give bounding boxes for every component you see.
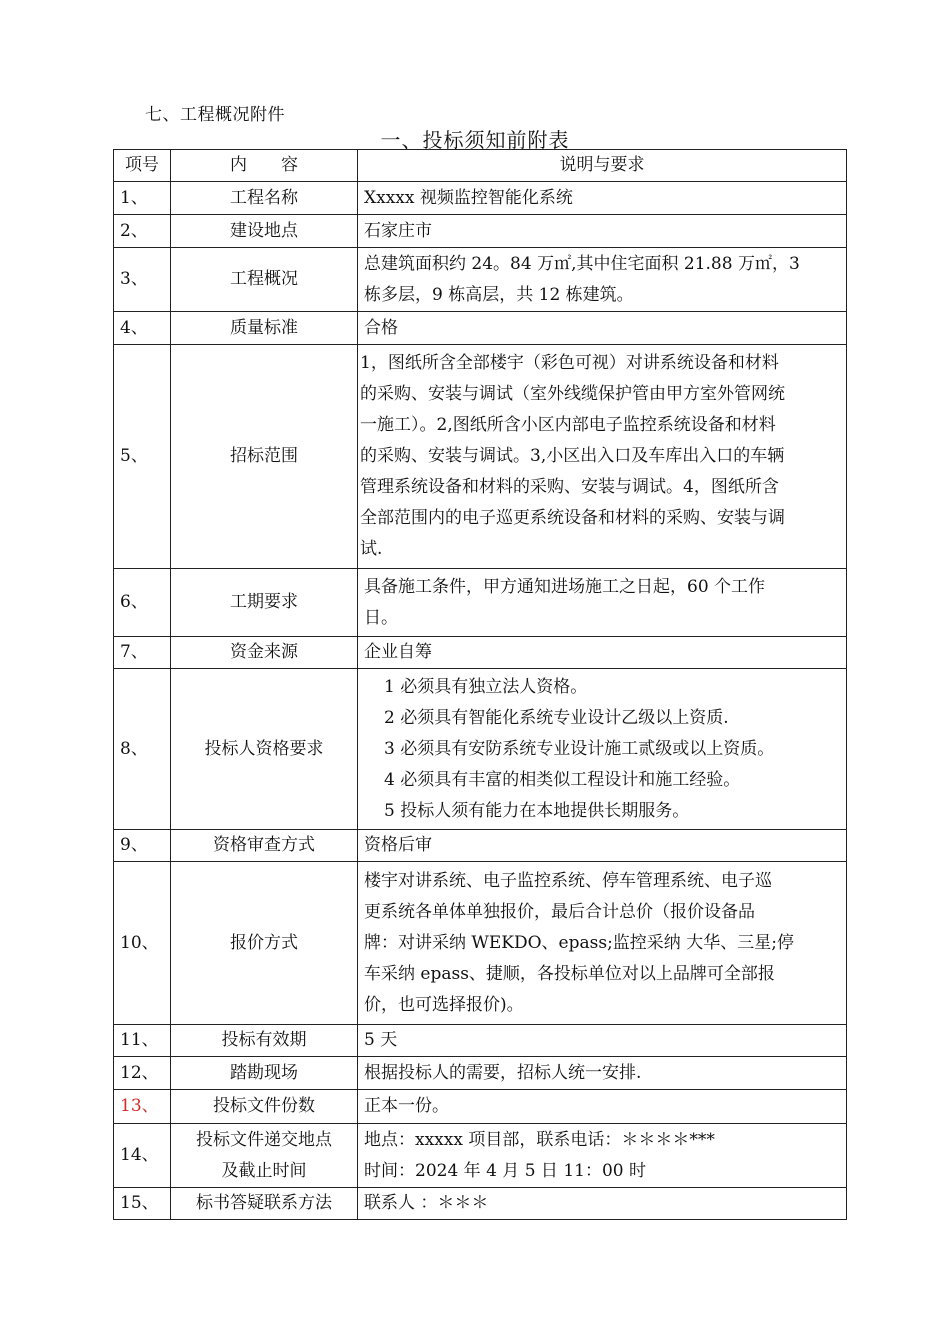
row-desc-line: 5 天 [364,1030,398,1050]
row-description [358,345,847,569]
row-item-line: 投标人资格要求 [204,738,324,759]
row-desc-line: 总建筑面积约 24。84 万㎡,其中住宅面积 21.88 万㎡，3 [364,253,800,274]
row-number: 13、 [114,1090,171,1124]
row-desc-line: 全部范围内的电子巡更系统设备和材料的采购、安装与调 [360,508,785,528]
row-number: 12、 [114,1057,171,1090]
row-item [171,312,358,345]
row-description [358,1057,847,1090]
row-desc-line: 日。 [364,607,398,628]
row-description [358,248,847,312]
table-row [114,1090,847,1124]
row-desc-line: 更系统各单体单独报价，最后合计总价（报价设备品 [364,901,755,922]
row-desc-line: Xxxxx 视频监控智能化系统 [364,187,573,208]
row-item [171,345,358,569]
row-desc-line: 的采购、安装与调试。3,小区出入口及车库出入口的车辆 [360,446,785,466]
row-item [171,830,358,862]
row-number: 14、 [114,1124,171,1188]
row-desc-line: 楼宇对讲系统、电子监控系统、停车管理系统、电子巡 [364,870,772,891]
row-description [358,312,847,345]
header-no: 项号 [114,150,171,182]
row-item [171,862,358,1025]
row-desc-line: 3 必须具有安防系统专业设计施工贰级或以上资质。 [384,738,775,759]
table-row [114,1057,847,1090]
row-desc-line: 根据投标人的需要，招标人统一安排. [364,1062,642,1083]
row-description [358,569,847,637]
row-item-line: 投标文件递交地点 [196,1129,332,1150]
table-row [114,862,847,1025]
row-desc-line: 地点：xxxxx 项目部，联系电话：＊＊＊＊*** [364,1129,715,1150]
row-desc-line: 2 必须具有智能化系统专业设计乙级以上资质. [384,707,729,728]
row-desc-line: 牌：对讲采纳 WEKDO、epass;监控采纳 大华、三星;停 [364,932,794,953]
table-header-row [114,150,847,182]
row-description [358,862,847,1025]
row-item [171,215,358,248]
row-item [171,637,358,669]
row-item-line: 及截止时间 [221,1160,307,1181]
row-desc-line: 企业自筹 [364,642,432,662]
row-item-line: 建设地点 [230,220,298,241]
row-desc-line: 正本一份。 [364,1096,449,1116]
table-row [114,669,847,830]
row-number: 9、 [114,830,171,862]
row-item-line: 报价方式 [230,932,298,953]
row-item-line: 招标范围 [230,446,298,466]
table-row [114,345,847,569]
row-item [171,1188,358,1220]
row-item [171,248,358,312]
row-desc-line: 1 必须具有独立法人资格。 [384,676,588,697]
table-row [114,215,847,248]
row-item-line: 投标文件份数 [213,1096,315,1116]
table-row [114,182,847,215]
row-item-line: 投标有效期 [221,1030,307,1050]
row-number: 11、 [114,1025,171,1057]
row-item [171,569,358,637]
row-item-line: 踏勘现场 [230,1062,298,1083]
row-item [171,669,358,830]
header-item: 内 容 [171,150,358,182]
table-row [114,1188,847,1220]
row-item-line: 质量标准 [230,317,298,338]
row-description [358,830,847,862]
table-row [114,248,847,312]
row-number: 4、 [114,312,171,345]
row-desc-line: 车采纳 epass、捷顺，各投标单位对以上品牌可全部报 [364,963,775,984]
bid-appendix-table [113,149,847,1220]
row-item-line: 工程名称 [230,187,298,208]
row-desc-line: 价，也可选择报价)。 [364,994,524,1015]
row-description [358,182,847,215]
row-description [358,1124,847,1188]
row-number: 15、 [114,1188,171,1220]
header-desc: 说明与要求 [358,150,847,182]
table-row [114,1025,847,1057]
row-item-line: 资金来源 [230,642,298,662]
row-description [358,1188,847,1220]
row-number: 3、 [114,248,171,312]
row-desc-line: 资格后审 [364,835,432,855]
row-item [171,1057,358,1090]
row-description [358,637,847,669]
row-number: 1、 [114,182,171,215]
row-item [171,182,358,215]
row-description [358,1090,847,1124]
table-title: 一、投标须知前附表 [380,128,570,152]
row-item-line: 工程概况 [230,269,298,289]
row-number: 6、 [114,569,171,637]
row-number: 5、 [114,345,171,569]
row-number: 7、 [114,637,171,669]
row-item [171,1025,358,1057]
row-desc-line: 1，图纸所含全部楼宇（彩色可视）对讲系统设备和材料 [360,353,779,373]
row-item-line: 资格审查方式 [213,835,315,855]
row-desc-line: 试. [360,539,383,559]
row-desc-line: 一施工）。2,图纸所含小区内部电子监控系统设备和材料 [360,415,776,435]
row-desc-line: 5 投标人须有能力在本地提供长期服务。 [384,800,690,821]
row-desc-line: 联系人 ：＊＊＊ [364,1193,489,1213]
row-number: 2、 [114,215,171,248]
row-item [171,1124,358,1188]
section-heading: 七、工程概况附件 [145,105,285,125]
row-item-line: 工期要求 [230,592,298,612]
row-item-line: 标书答疑联系方法 [196,1193,332,1213]
table-row [114,637,847,669]
table-row [114,830,847,862]
table-row [114,569,847,637]
row-desc-line: 时间：2024 年 4 月 5 日 11：00 时 [364,1160,646,1181]
row-number: 8、 [114,669,171,830]
row-item [171,1090,358,1124]
row-description [358,669,847,830]
row-description [358,1025,847,1057]
table-row [114,1124,847,1188]
row-desc-line: 管理系统设备和材料的采购、安装与调试。4，图纸所含 [360,477,779,497]
row-desc-line: 具备施工条件，甲方通知进场施工之日起，60 个工作 [364,576,766,597]
row-desc-line: 4 必须具有丰富的相类似工程设计和施工经验。 [384,769,741,790]
row-number: 10、 [114,862,171,1025]
row-desc-line: 的采购、安装与调试（室外线缆保护管由甲方室外管网统 [360,384,785,404]
table-row [114,312,847,345]
row-desc-line: 石家庄市 [364,220,432,241]
row-desc-line: 合格 [364,317,398,338]
row-desc-line: 栋多层，9 栋高层，共 12 栋建筑。 [364,284,634,305]
row-description [358,215,847,248]
